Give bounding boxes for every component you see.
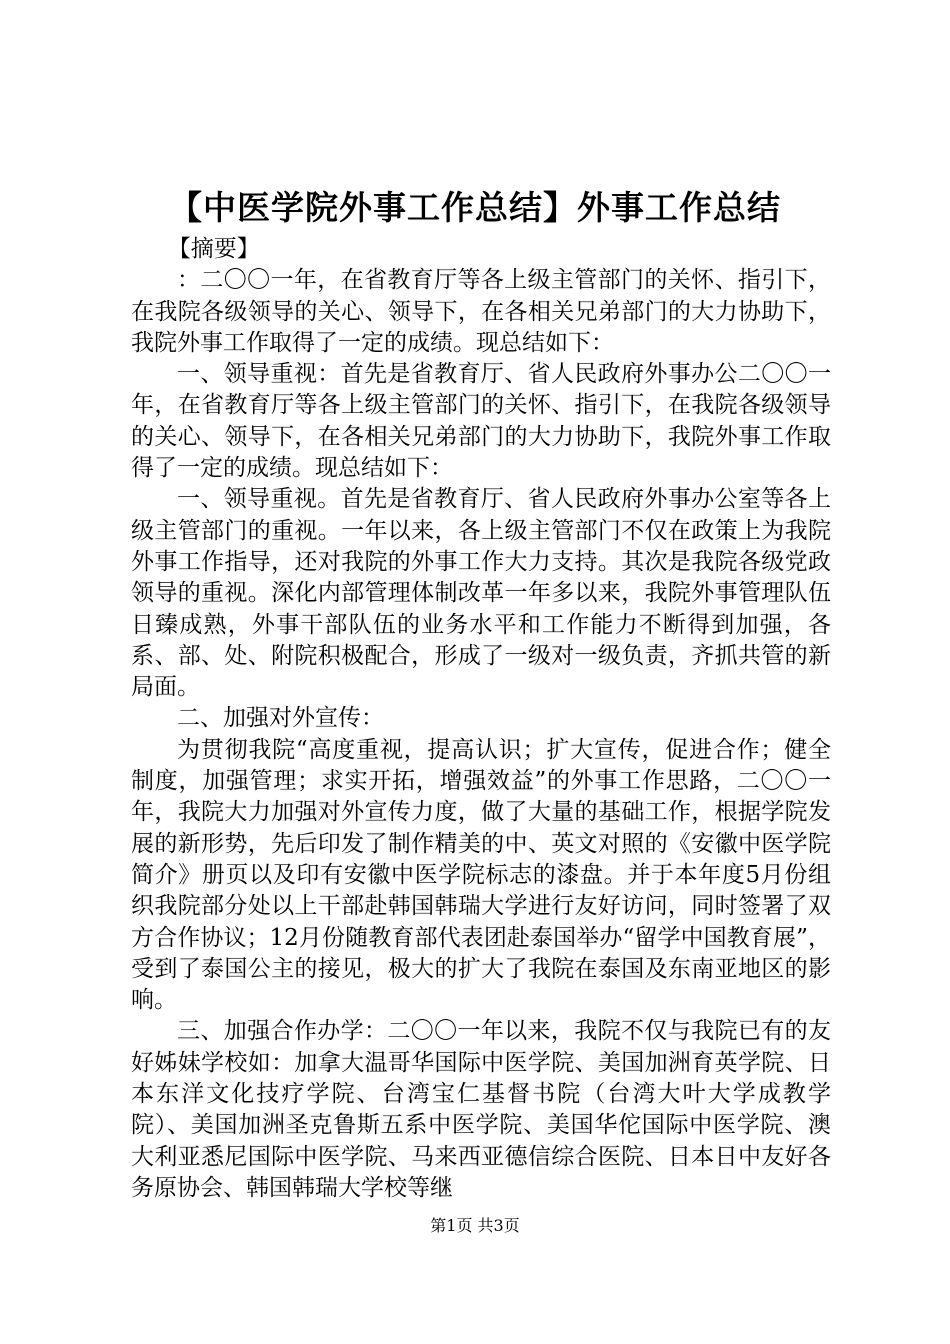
paragraph-leadership: 一、领导重视。首先是省教育厅、省人民政府外事办公室等各上级主管部门的重视。一年以来，各上级主管部门不仅在政策上为我院外事工作指导，还对我院的外事工作大力支持。其次是我院各级党政领导的重视。深化内部管理体制改革一年多以来，我院外事管理队伍日臻成熟，外事干部队伍的业务水平和工作能力不断得到加强，各系、部、处、附院积极配合，形成了一级对一级负责，齐抓共管的新局面。 bbox=[131, 486, 831, 701]
document-body bbox=[131, 234, 831, 1204]
paragraph-publicity: 为贯彻我院“高度重视，提高认识；扩大宣传，促进合作；健全制度，加强管理；求实开拓，增强效益”的外事工作思路，二〇〇一年，我院大力加强对外宣传力度，做了大量的基础工作，根据学院发展的新形势，先后印发了制作精美的中、英文对照的《安徽中医学院简介》册页以及印有安徽中医学院标志的漆盘。并于本年度5月份组织我院部分处以上干部赴韩国韩瑞大学进行友好访问，同时签署了双方合作协议；12月份随教育部代表团赴泰国举办“留学中国教育展”，受到了泰国公主的接见，极大的扩大了我院在泰国及东南亚地区的影响。 bbox=[131, 736, 831, 1014]
abstract-label: 【摘要】 bbox=[167, 236, 260, 262]
page-number: 第1页 共3页 bbox=[430, 1216, 520, 1235]
paragraph-leadership-draft: 一、领导重视：首先是省教育厅、省人民政府外事办公二〇〇一年，在省教育厅等各上级主管部门的关怀、指引下，在我院各级领导的关心、领导下，在各相关兄弟部门的大力协助下，我院外事工作取得了一定的成绩。现总结如下： bbox=[131, 361, 831, 482]
paragraph-cooperation: 三、加强合作办学：二〇〇一年以来，我院不仅与我院已有的友好姊妹学校如：加拿大温哥华国际中医学院、美国加洲育英学院、日本东洋文化技疗学院、台湾宝仁基督书院（台湾大叶大学成教学院）、美国加洲圣克鲁斯五系中医学院、美国华佗国际中医学院、澳大利亚悉尼国际中医学院、马来西亚德信综合医院、日本日中友好各务原协会、韩国韩瑞大学校等继 bbox=[131, 1018, 831, 1201]
paragraph-intro: ：二〇〇一年，在省教育厅等各上级主管部门的关怀、指引下，在我院各级领导的关心、领导下，在各相关兄弟部门的大力协助下，我院外事工作取得了一定的成绩。现总结如下： bbox=[131, 267, 831, 356]
section-heading-publicity: 二、加强对外宣传： bbox=[177, 705, 384, 732]
document-title: 【中医学院外事工作总结】外事工作总结 bbox=[169, 188, 781, 227]
